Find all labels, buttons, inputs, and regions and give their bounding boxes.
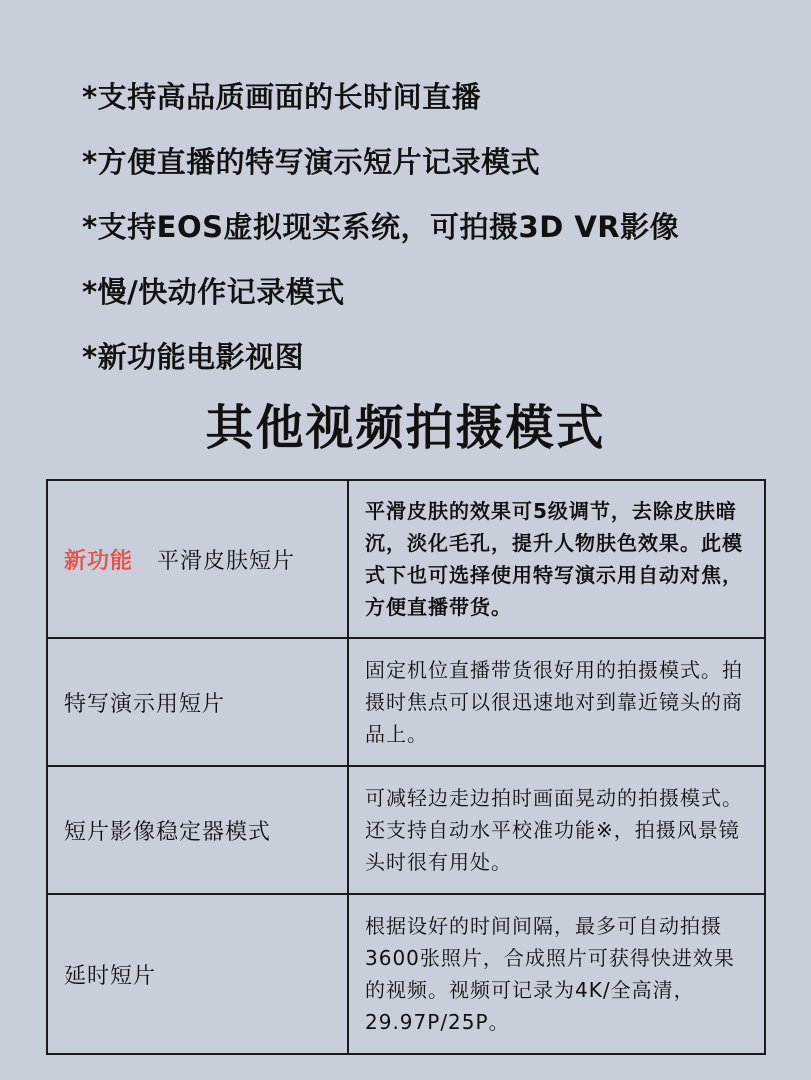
mode-description: 可减轻边走边拍时画面晃动的拍摄模式。还支持自动水平校准功能※，拍摄风景镜头时很有用处。	[348, 766, 765, 894]
mode-name: 延时短片	[64, 963, 157, 989]
mode-description: 固定机位直播带货很好用的拍摄模式。拍摄时焦点可以很迅速地对到靠近镜头的商品上。	[348, 638, 765, 766]
feature-item-eos-vr: *支持EOS虚拟现实系统，可拍摄3D VR影像	[82, 210, 680, 244]
table-row	[47, 894, 765, 1054]
new-feature-badge: 新功能	[64, 548, 134, 574]
table-row	[47, 766, 765, 894]
mode-description: 根据设好的时间间隔，最多可自动拍摄3600张照片，合成照片可获得快进效果的视频。视频可记录为4K/全高清，29.97P/25P。	[348, 894, 765, 1054]
feature-item-closeup-demo: *方便直播的特写演示短片记录模式	[82, 145, 541, 179]
feature-item-live-streaming: *支持高品质画面的长时间直播	[82, 80, 482, 114]
mode-name: 平滑皮肤短片	[157, 548, 296, 574]
feature-list	[82, 80, 679, 405]
mode-name-cell	[47, 480, 348, 638]
mode-name-cell	[47, 638, 348, 766]
mode-name: 短片影像稳定器模式	[64, 819, 272, 845]
mode-description: 平滑皮肤的效果可5级调节，去除皮肤暗沉，淡化毛孔，提升人物肤色效果。此模式下也可选择使用特写演示用自动对焦，方便直播带货。	[348, 480, 765, 638]
mode-name: 特写演示用短片	[64, 691, 226, 717]
table-row	[47, 638, 765, 766]
feature-item-slow-fast-motion: *慢/快动作记录模式	[82, 275, 345, 309]
table-row	[47, 480, 765, 638]
feature-item-movie-view: *新功能电影视图	[82, 340, 305, 374]
section-title: 其他视频拍摄模式	[205, 400, 606, 456]
mode-name-cell	[47, 894, 348, 1054]
modes-table	[46, 479, 766, 1055]
mode-name-cell	[47, 766, 348, 894]
